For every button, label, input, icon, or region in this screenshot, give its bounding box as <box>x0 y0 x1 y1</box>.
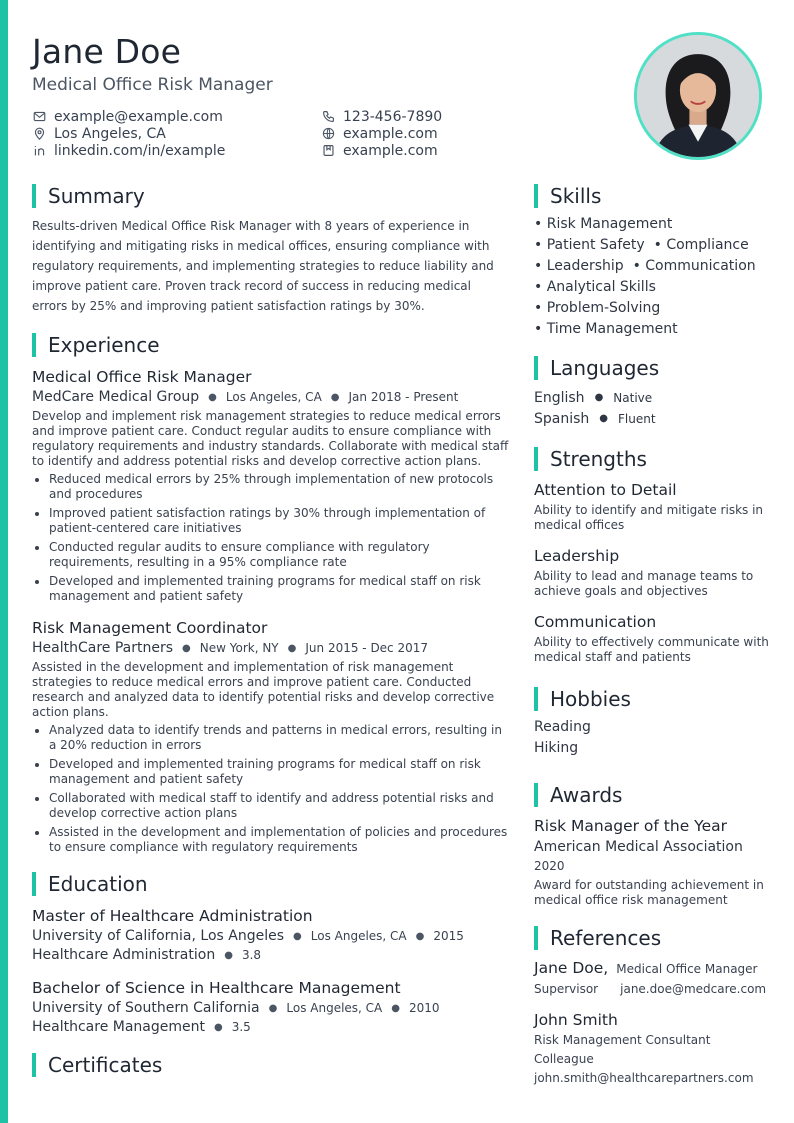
reference-details <box>534 982 774 996</box>
contact-linkedin[interactable] <box>32 142 225 159</box>
education-entry <box>32 979 510 1035</box>
award-title: Risk Manager of the Year <box>534 817 727 835</box>
strength-item <box>534 547 774 599</box>
heading-text: Strengths <box>550 447 647 471</box>
separator-dot: ● <box>293 930 302 942</box>
job-dates: Jan 2018 - Present <box>348 390 459 404</box>
portfolio-text: example.com <box>343 142 438 159</box>
field-of-study: Healthcare Administration <box>32 947 216 963</box>
job-title: Risk Management Coordinator <box>32 619 268 637</box>
summary-text: Results-driven Medical Office Risk Manager with 8 years of experience in identifying and mitigating risks in medical offices, ensuring compliance with regulatory requirements, and implementing strategies to reduce liability and improve patient care. Proven track record of success in reducing medical errors by 25% and improving patient satisfaction ratings by 30%. <box>32 219 494 313</box>
contact-website[interactable] <box>321 125 442 142</box>
website-text: example.com <box>343 125 438 142</box>
separator-dot: ● <box>268 1002 278 1014</box>
job-dates: Jun 2015 - Dec 2017 <box>305 641 429 655</box>
phone-text: 123-456-7890 <box>343 108 443 125</box>
globe-icon <box>321 127 335 141</box>
achievement-item: Improved patient satisfaction ratings by 30% through implementation of patient-centered care initiatives <box>32 506 510 536</box>
skills-list <box>534 214 774 340</box>
school: University of California, Los Angeles <box>32 928 285 944</box>
separator-dot: ● <box>287 642 297 654</box>
school: University of Southern California <box>32 1000 260 1016</box>
school-location: Los Angeles, CA <box>310 929 407 943</box>
reference-name: Jane Doe, <box>534 959 609 977</box>
award-organization: American Medical Association <box>534 839 743 855</box>
contact-portfolio[interactable] <box>321 142 442 159</box>
separator-dot: ● <box>415 930 425 942</box>
skill-item: Time Management <box>546 321 678 337</box>
job-meta <box>32 640 510 656</box>
hobbies-list <box>534 717 774 759</box>
separator-dot: ● <box>599 413 609 424</box>
reference-name: John Smith <box>534 1011 618 1029</box>
contact-right <box>321 108 442 159</box>
heading-text: Awards <box>550 783 623 807</box>
heading-text: Education <box>48 872 148 896</box>
experience-entry <box>32 368 510 604</box>
mail-icon <box>32 110 46 124</box>
award-description: Award for outstanding achievement in medical office risk management <box>534 878 764 907</box>
education-entry <box>32 907 510 963</box>
job-meta <box>32 389 510 405</box>
company: HealthCare Partners <box>32 640 174 656</box>
strength-title: Communication <box>534 613 657 631</box>
graduation-year: 2015 <box>433 929 464 943</box>
heading-text: Hobbies <box>550 687 631 711</box>
job-achievements <box>32 472 510 604</box>
achievement-item: Developed and implemented training programs for medical staff on risk management and patient safety <box>32 757 510 787</box>
right-column <box>534 184 774 1088</box>
job-title: Medical Office Risk Manager <box>32 368 252 386</box>
strength-description: Ability to effectively communicate with medical staff and patients <box>534 635 769 664</box>
skill-item: Compliance <box>666 237 749 253</box>
separator-dot: ● <box>208 391 217 403</box>
award-year: 2020 <box>534 859 565 873</box>
heading-accent <box>534 926 538 950</box>
gpa: 3.5 <box>231 1020 251 1034</box>
separator-dot: ● <box>330 391 340 403</box>
heading-text: Summary <box>48 184 145 208</box>
job-description: Develop and implement risk management strategies to reduce medical errors and improve patient care. Conduct regular audits to ensure compliance with regulatory requirements and industry standards. Collaborate with medical staff to identify and address potential risks and develop corrective action plans. <box>32 409 509 468</box>
section-awards-heading <box>534 783 774 807</box>
education-meta <box>32 1000 510 1016</box>
reference-item <box>534 1011 774 1088</box>
company: MedCare Medical Group <box>32 389 200 405</box>
heading-text: Certificates <box>48 1053 163 1077</box>
language-item <box>534 408 774 429</box>
heading-text: Languages <box>550 356 660 380</box>
education-field <box>32 1019 510 1035</box>
heading-accent <box>534 687 538 711</box>
candidate-title: Medical Office Risk Manager <box>32 75 273 95</box>
skill-row: • Time Management <box>534 321 678 337</box>
email-text: example@example.com <box>54 108 223 125</box>
heading-accent <box>32 184 36 208</box>
languages-list <box>534 387 774 429</box>
contact-phone[interactable] <box>321 108 442 125</box>
heading-accent <box>32 872 36 896</box>
heading-accent <box>534 184 538 208</box>
heading-accent <box>534 356 538 380</box>
section-education-heading <box>32 872 510 896</box>
reference-item <box>534 959 774 996</box>
section-languages-heading <box>534 356 774 380</box>
heading-text: Experience <box>48 333 160 357</box>
achievement-item: Collaborated with medical staff to identify and address potential risks and develop corrective action plans <box>32 791 510 821</box>
language-level: Fluent <box>618 411 656 426</box>
contact-email[interactable] <box>32 108 225 125</box>
separator-dot: ● <box>182 642 191 654</box>
hobby-item: Reading <box>534 719 591 735</box>
skill-item: Leadership <box>546 258 624 274</box>
linkedin-icon <box>32 144 46 158</box>
achievement-item: Assisted in the development and implementation of policies and procedures to ensure compliance with regulatory requirements <box>32 825 510 855</box>
heading-text: References <box>550 926 662 950</box>
candidate-name: Jane Doe <box>32 32 182 71</box>
strength-title: Attention to Detail <box>534 481 677 499</box>
separator-dot: ● <box>594 392 604 403</box>
section-certificates-heading <box>32 1053 510 1077</box>
strength-description: Ability to lead and manage teams to achieve goals and objectives <box>534 569 754 598</box>
separator-dot: ● <box>391 1002 400 1014</box>
job-achievements <box>32 723 510 855</box>
skill-item: Problem-Solving <box>546 300 661 316</box>
location-text: Los Angeles, CA <box>54 125 166 142</box>
phone-icon <box>321 110 335 124</box>
skill-row: • Patient Safety • Compliance <box>534 237 749 253</box>
education-meta <box>32 928 510 944</box>
language-name: Spanish <box>534 410 590 427</box>
skill-row: • Analytical Skills <box>534 279 656 295</box>
award-item <box>534 817 774 908</box>
skill-item: Risk Management <box>546 216 673 232</box>
section-experience-heading <box>32 333 510 357</box>
reference-role: Risk Management Consultant <box>534 1033 711 1047</box>
graduation-year: 2010 <box>409 1001 440 1015</box>
achievement-item: Conducted regular audits to ensure compliance with regulatory requirements, resulting in a 95% compliance rate <box>32 540 510 570</box>
skill-row: • Problem-Solving <box>534 300 661 316</box>
education-field <box>32 947 510 963</box>
section-strengths-heading <box>534 447 774 471</box>
heading-accent <box>32 1053 36 1077</box>
location-pin-icon <box>32 127 46 141</box>
bookmark-icon <box>321 144 335 158</box>
hobby-item: Hiking <box>534 740 579 756</box>
heading-accent <box>534 783 538 807</box>
strength-item <box>534 613 774 665</box>
linkedin-text: linkedin.com/in/example <box>54 142 226 159</box>
reference-email[interactable]: john.smith@healthcarepartners.com <box>534 1071 754 1085</box>
experience-entry <box>32 619 510 855</box>
job-description: Assisted in the development and implementation of risk management strategies to reduce medical errors and improve patient care. Conducted research and analyzed data to identify potential risks and develop corrective action plans. <box>32 660 495 719</box>
gpa: 3.8 <box>241 948 262 962</box>
achievement-item: Reduced medical errors by 25% through implementation of new protocols and procedures <box>32 472 510 502</box>
strength-title: Leadership <box>534 547 620 565</box>
profile-photo <box>634 32 762 160</box>
field-of-study: Healthcare Management <box>32 1019 205 1035</box>
job-location: Los Angeles, CA <box>225 390 322 404</box>
accent-bar <box>0 0 8 1123</box>
reference-email[interactable]: jane.doe@medcare.com <box>620 982 767 996</box>
school-location: Los Angeles, CA <box>286 1001 383 1015</box>
skill-item: Analytical Skills <box>546 279 656 295</box>
job-location: New York, NY <box>199 641 279 655</box>
language-item <box>534 387 774 408</box>
skill-row: • Risk Management <box>534 216 673 232</box>
skill-item: Patient Safety <box>546 237 645 253</box>
left-column <box>32 184 510 1077</box>
section-summary-heading <box>32 184 510 208</box>
skill-row: • Leadership • Communication <box>534 258 756 274</box>
strength-description: Ability to identify and mitigate risks in medical offices <box>534 503 764 532</box>
strength-item <box>534 481 774 533</box>
reference-role: Medical Office Manager <box>616 962 758 976</box>
section-hobbies-heading <box>534 687 774 711</box>
section-skills-heading <box>534 184 774 208</box>
degree: Bachelor of Science in Healthcare Management <box>32 979 401 997</box>
reference-relation: Supervisor <box>534 982 599 996</box>
contact-location <box>32 125 225 142</box>
separator-dot: ● <box>224 949 233 961</box>
separator-dot: ● <box>213 1021 223 1033</box>
heading-accent <box>32 333 36 357</box>
contact-left <box>32 108 225 159</box>
achievement-item: Analyzed data to identify trends and patterns in medical errors, resulting in a 20% reduction in errors <box>32 723 510 753</box>
language-name: English <box>534 389 585 406</box>
heading-accent <box>534 447 538 471</box>
reference-header <box>534 959 774 977</box>
language-level: Native <box>613 390 653 405</box>
reference-relation: Colleague <box>534 1052 594 1066</box>
degree: Master of Healthcare Administration <box>32 907 313 925</box>
achievement-item: Developed and implemented training programs for medical staff on risk management and patient safety <box>32 574 510 604</box>
heading-text: Skills <box>550 184 602 208</box>
skill-item: Communication <box>645 258 756 274</box>
section-references-heading <box>534 926 774 950</box>
